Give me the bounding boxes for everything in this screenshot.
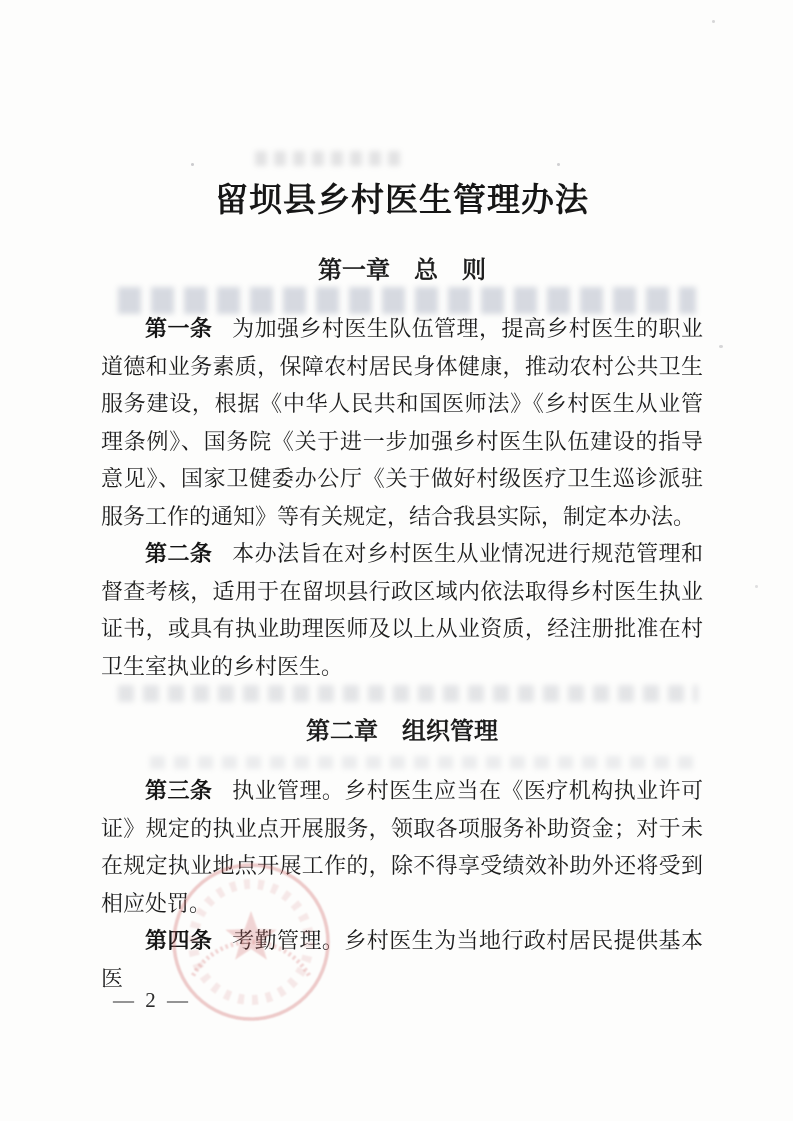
chapter-2-body	[101, 772, 703, 997]
article-2-label: 第二条	[145, 541, 213, 566]
article-4-label: 第四条	[145, 928, 213, 953]
article-1-paragraph	[101, 310, 703, 535]
chapter-1-body	[101, 310, 703, 685]
scan-speck	[712, 20, 715, 23]
document-title: 留坝县乡村医生管理办法	[215, 183, 589, 219]
page-number: — 2 —	[113, 988, 191, 1012]
article-2-text: 本办法旨在对乡村医生从业情况进行规范管理和督查考核，适用于在留坝县行政区域内依法取得乡村医生执业证书，或具有执业助理医师及以上从业资质，经注册批准在村卫生室执业的乡村医生。	[101, 541, 703, 679]
article-4-paragraph	[101, 922, 703, 997]
scan-speck	[719, 345, 723, 348]
chapter-2-heading: 第二章 组织管理	[306, 718, 498, 745]
scan-speck	[755, 585, 758, 588]
article-3-paragraph	[101, 772, 703, 922]
chapter-1-heading: 第一章 总 则	[318, 257, 486, 284]
scan-speck	[557, 163, 560, 166]
article-1-label: 第一条	[145, 316, 213, 341]
bleed-through-artifact	[150, 756, 695, 769]
article-3-label: 第三条	[145, 778, 213, 803]
bleed-through-artifact	[118, 685, 698, 702]
bleed-through-artifact	[255, 151, 405, 166]
scan-speck	[191, 163, 194, 166]
article-4-text: 考勤管理。乡村医生为当地行政村居民提供基本医	[101, 928, 703, 991]
article-2-paragraph	[101, 535, 703, 685]
article-1-text: 为加强乡村医生队伍管理，提高乡村医生的职业道德和业务素质，保障农村居民身体健康，推动农村公共卫生服务建设，根据《中华人民共和国医师法》《乡村医生从业管理条例》、国务院《关于进一步加强乡村医生队伍建设的指导意见》、国家卫健委办公厅《关于做好村级医疗卫生巡诊派驻服务工作的通知》等有关规定，结合我县实际，制定本办法。	[101, 316, 703, 529]
article-3-text: 执业管理。乡村医生应当在《医疗机构执业许可证》规定的执业点开展服务，领取各项服务补助资金；对于未在规定执业地点开展工作的，除不得享受绩效补助外还将受到相应处罚。	[101, 778, 703, 916]
